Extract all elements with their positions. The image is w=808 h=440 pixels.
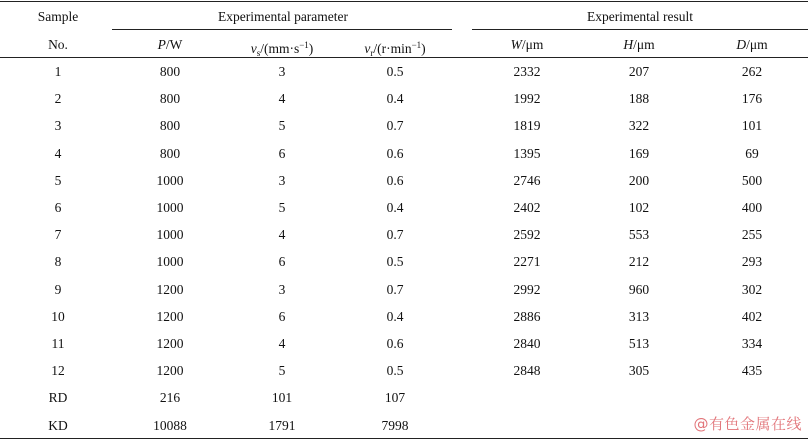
header-rotation-speed: $v_r/(r\cdot\min^{-1})$ (364, 40, 426, 58)
cell-scan-speed: 3 (278, 281, 286, 297)
cell-power: 1000 (156, 200, 184, 215)
cell-sample-no: 5 (54, 172, 62, 188)
result-group-rule (472, 29, 808, 30)
cell-rotation-speed: 0.6 (386, 172, 404, 188)
header-depth: D/μm (736, 37, 768, 52)
cell-scan-speed: 3 (278, 64, 286, 79)
top-rule (0, 1, 808, 2)
cell-height: 322 (628, 118, 650, 134)
cell-sample-no: 11 (51, 336, 65, 351)
cell-width: 2332 (513, 64, 541, 79)
cell-height: 212 (628, 254, 650, 270)
cell-depth: 69 (745, 145, 759, 161)
cell-rotation-speed: 0.5 (386, 363, 404, 379)
cell-power: 800 (159, 64, 181, 79)
cell-power: 1200 (156, 336, 184, 351)
watermark: @有色金属在线 (693, 415, 802, 433)
header-height: H/μm (623, 37, 655, 52)
cell-depth: 334 (741, 336, 763, 351)
cell-height: 553 (628, 227, 650, 243)
cell-rotation-speed: 107 (384, 390, 406, 406)
cell-rotation-speed: 0.5 (386, 254, 404, 270)
cell-power: 1000 (156, 254, 184, 270)
cell-depth: 435 (741, 363, 763, 379)
cell-rotation-speed: 0.7 (386, 227, 404, 243)
cell-width: 2848 (513, 363, 541, 379)
cell-scan-speed: 1791 (268, 417, 296, 433)
cell-depth: 293 (741, 254, 763, 270)
cell-rotation-speed: 0.4 (386, 200, 404, 215)
cell-power: 1000 (156, 172, 184, 188)
cell-height: 513 (628, 336, 650, 351)
header-sample: Sample (37, 9, 79, 24)
cell-sample-no: KD (48, 417, 68, 433)
cell-scan-speed: 4 (278, 91, 286, 107)
header-power: P/W (157, 37, 183, 52)
cell-rotation-speed: 7998 (381, 417, 409, 433)
cell-depth: 255 (741, 227, 763, 243)
cell-rotation-speed: 0.6 (386, 145, 404, 161)
cell-sample-no: RD (48, 390, 68, 406)
cell-width: 2886 (513, 308, 541, 324)
cell-depth: 402 (741, 308, 763, 324)
cell-power: 1200 (156, 281, 184, 297)
cell-depth: 500 (741, 172, 763, 188)
cell-width: 2840 (513, 336, 541, 351)
cell-sample-no: 1 (54, 64, 62, 79)
cell-scan-speed: 6 (278, 145, 286, 161)
cell-sample-no: 7 (54, 227, 62, 243)
cell-width: 2746 (513, 172, 541, 188)
cell-rotation-speed: 0.7 (386, 281, 404, 297)
cell-sample-no: 10 (51, 308, 65, 324)
cell-width: 1992 (513, 91, 541, 107)
cell-depth: 176 (741, 91, 763, 107)
cell-sample-no: 9 (54, 281, 62, 297)
cell-scan-speed: 101 (271, 390, 293, 406)
header-result-group: Experimental result (586, 9, 694, 24)
cell-depth: 302 (741, 281, 763, 297)
cell-scan-speed: 4 (278, 227, 286, 243)
cell-power: 1000 (156, 227, 184, 243)
cell-width: 2992 (513, 281, 541, 297)
header-width: W/μm (510, 37, 544, 52)
cell-power: 800 (159, 118, 181, 134)
cell-width: 2402 (513, 200, 541, 215)
cell-width: 2592 (513, 227, 541, 243)
cell-power: 216 (159, 390, 181, 406)
cell-height: 200 (628, 172, 650, 188)
cell-depth: 101 (741, 118, 763, 134)
cell-scan-speed: 5 (278, 200, 286, 215)
cell-height: 313 (628, 308, 650, 324)
cell-rotation-speed: 0.7 (386, 118, 404, 134)
cell-power: 800 (159, 91, 181, 107)
cell-power: 1200 (156, 363, 184, 379)
cell-sample-no: 8 (54, 254, 62, 270)
cell-sample-no: 12 (51, 363, 65, 379)
cell-depth: 262 (741, 64, 763, 79)
cell-depth: 400 (741, 200, 763, 215)
cell-width: 1819 (513, 118, 541, 134)
cell-power: 800 (159, 145, 181, 161)
cell-scan-speed: 6 (278, 254, 286, 270)
param-group-rule (112, 29, 452, 30)
cell-height: 305 (628, 363, 650, 379)
cell-height: 960 (628, 281, 650, 297)
cell-scan-speed: 6 (278, 308, 286, 324)
cell-rotation-speed: 0.6 (386, 336, 404, 351)
cell-sample-no: 2 (54, 91, 62, 107)
cell-height: 207 (628, 64, 650, 79)
cell-scan-speed: 5 (278, 118, 286, 134)
cell-height: 102 (628, 200, 650, 215)
cell-sample-no: 4 (54, 145, 62, 161)
cell-height: 188 (628, 91, 650, 107)
cell-rotation-speed: 0.5 (386, 64, 404, 79)
cell-height: 169 (628, 145, 650, 161)
cell-power: 1200 (156, 308, 184, 324)
header-param-group: Experimental parameter (217, 9, 349, 24)
cell-width: 1395 (513, 145, 541, 161)
cell-rotation-speed: 0.4 (386, 308, 404, 324)
cell-scan-speed: 4 (278, 336, 286, 351)
header-no: No. (48, 37, 68, 52)
cell-sample-no: 3 (54, 118, 62, 134)
cell-scan-speed: 3 (278, 172, 286, 188)
cell-power: 10088 (153, 417, 187, 433)
cell-scan-speed: 5 (278, 363, 286, 379)
cell-rotation-speed: 0.4 (386, 91, 404, 107)
cell-width: 2271 (513, 254, 541, 270)
bottom-rule (0, 438, 808, 439)
header-scan-speed: $v_s/(mm\cdot s^{-1})$ (250, 40, 314, 58)
cell-sample-no: 6 (54, 200, 62, 215)
